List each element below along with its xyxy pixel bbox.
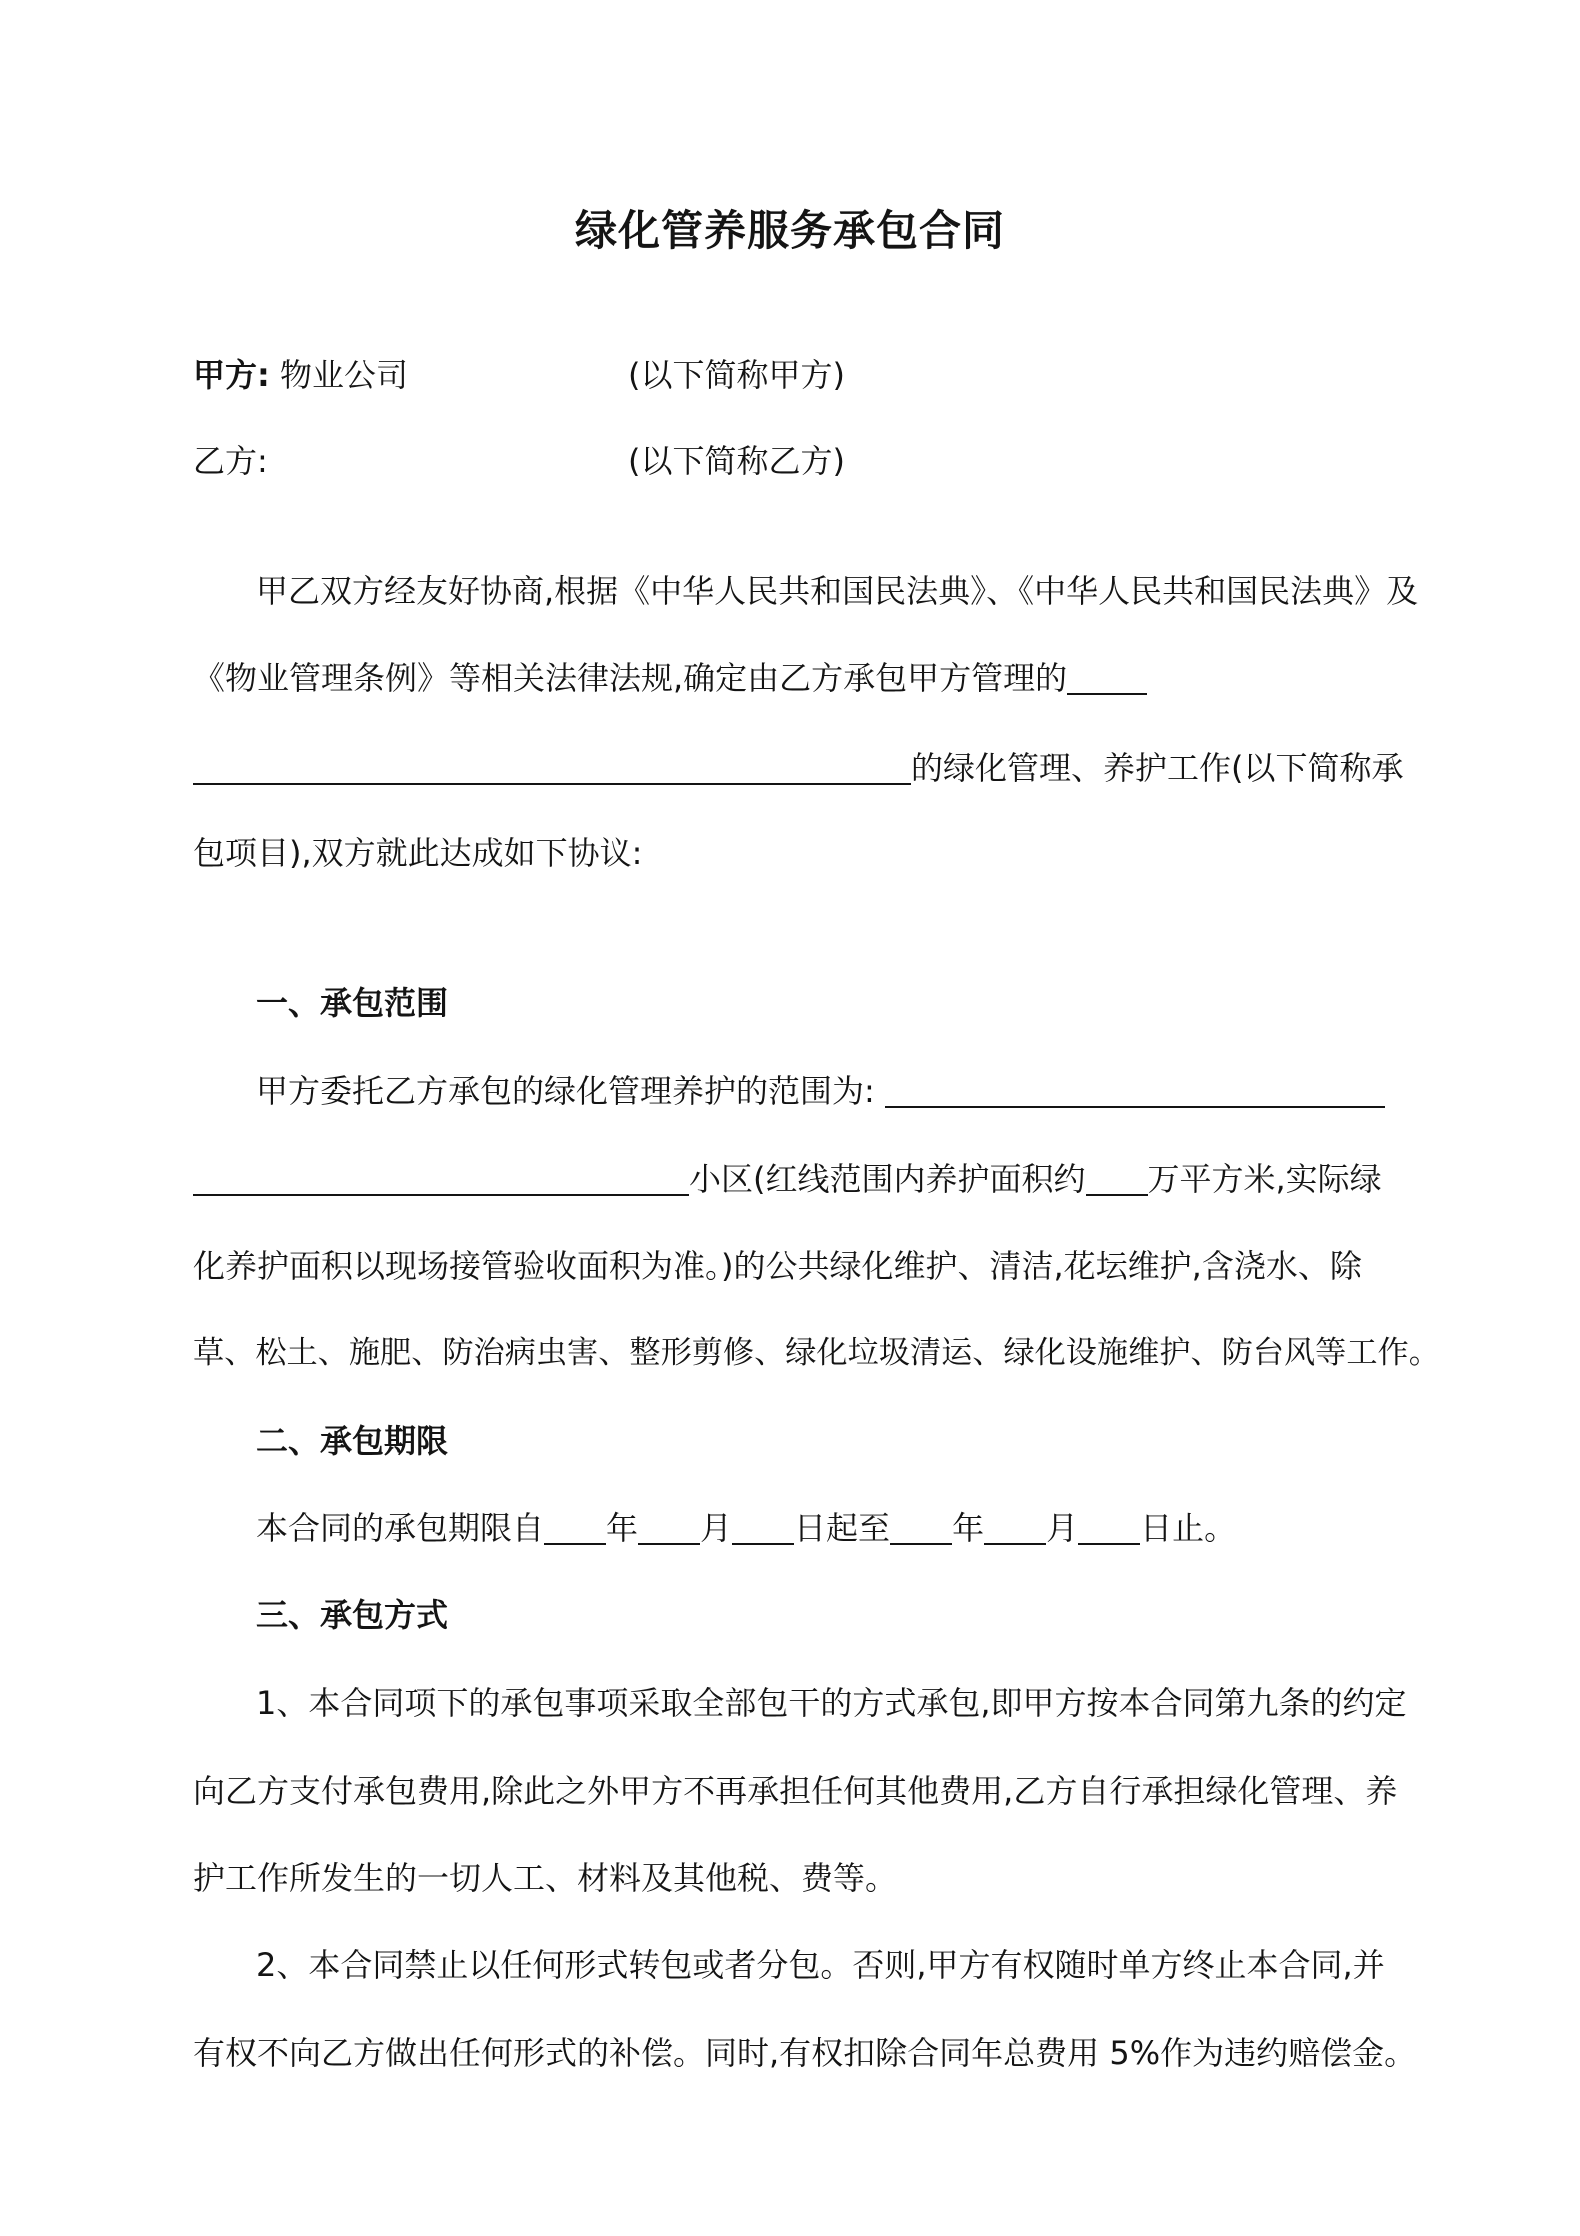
start-day-label: 日起至: [794, 1509, 891, 1547]
end-month-label: 月: [1046, 1509, 1079, 1547]
end-day-blank: [1078, 1509, 1140, 1545]
area-blank: [1086, 1160, 1148, 1196]
scope-blank: [885, 1072, 1385, 1108]
preamble-line-1: 甲乙双方经友好协商,根据《中华人民共和国民法典》、《中华人民共和国民法典》及: [256, 572, 1419, 610]
section-1-line-1-text: 甲方委托乙方承包的绿化管理养护的范围为:: [256, 1072, 875, 1110]
party-a-line: [193, 352, 408, 398]
section-1-line-3: 化养护面积以现场接管验收面积为准。)的公共绿化维护、清洁,花坛维护,含浇水、除: [193, 1247, 1362, 1285]
preamble-line-4: 包项目),双方就此达成如下协议:: [193, 834, 643, 872]
section-1-line-1: [256, 1068, 1385, 1114]
section-3-heading: 三、承包方式: [256, 1596, 449, 1634]
section-1-heading: 一、承包范围: [256, 984, 449, 1022]
section-1-line-4: 草、松土、施肥、防治病虫害、整形剪修、绿化垃圾清运、绿化设施维护、防台风等工作。: [193, 1335, 1440, 1371]
party-b-note: (以下简称乙方): [628, 442, 845, 480]
preamble-line-2: [193, 655, 1147, 701]
preamble-line-2-text: 《物业管理条例》等相关法律法规,确定由乙方承包甲方管理的: [193, 659, 1068, 697]
end-year-label: 年: [952, 1509, 985, 1547]
start-year-label: 年: [606, 1509, 639, 1547]
section-3-p2-line-1: 2、本合同禁止以任何形式转包或者分包。否则,甲方有权随时单方终止本合同,并: [256, 1946, 1385, 1984]
project-name-blank: [1067, 659, 1147, 695]
start-month-label: 月: [700, 1509, 733, 1547]
section-3-p1-line-3: 护工作所发生的一切人工、材料及其他税、费等。: [193, 1859, 898, 1897]
end-year-blank: [890, 1509, 952, 1545]
section-1-line-2b: 万平方米,实际绿: [1147, 1160, 1382, 1198]
section-3-p1-line-1: 1、本合同项下的承包事项采取全部包干的方式承包,即甲方按本合同第九条的约定: [256, 1684, 1407, 1722]
section-1-line-2: [193, 1156, 1382, 1202]
end-month-blank: [984, 1509, 1046, 1545]
section-1-line-2a: 小区(红线范围内养护面积约: [689, 1160, 1086, 1198]
preamble-line-3-text: 的绿化管理、养护工作(以下简称承: [911, 749, 1404, 787]
start-day-blank: [732, 1509, 794, 1545]
party-a-label: 甲方:: [193, 356, 270, 394]
term-prefix: 本合同的承包期限自: [256, 1509, 545, 1547]
party-b-label: 乙方:: [193, 442, 268, 480]
end-day-label: 日止。: [1140, 1509, 1237, 1547]
scope-blank-2: [193, 1160, 689, 1196]
party-a-note: (以下简称甲方): [628, 356, 845, 394]
section-3-p1-line-2: 向乙方支付承包费用,除此之外甲方不再承担任何其他费用,乙方自行承担绿化管理、养: [193, 1772, 1398, 1810]
section-3-p2-line-2: 有权不向乙方做出任何形式的补偿。同时,有权扣除合同年总费用 5%作为违约赔偿金。: [193, 2034, 1417, 2072]
start-month-blank: [638, 1509, 700, 1545]
start-year-blank: [544, 1509, 606, 1545]
preamble-line-3: [193, 745, 1404, 791]
project-name-blank-2: [193, 749, 911, 785]
party-a-name: 物业公司: [279, 356, 408, 394]
section-2-line-1: [256, 1505, 1236, 1551]
section-2-heading: 二、承包期限: [256, 1422, 449, 1460]
document-title: 绿化管养服务承包合同: [574, 206, 1005, 255]
